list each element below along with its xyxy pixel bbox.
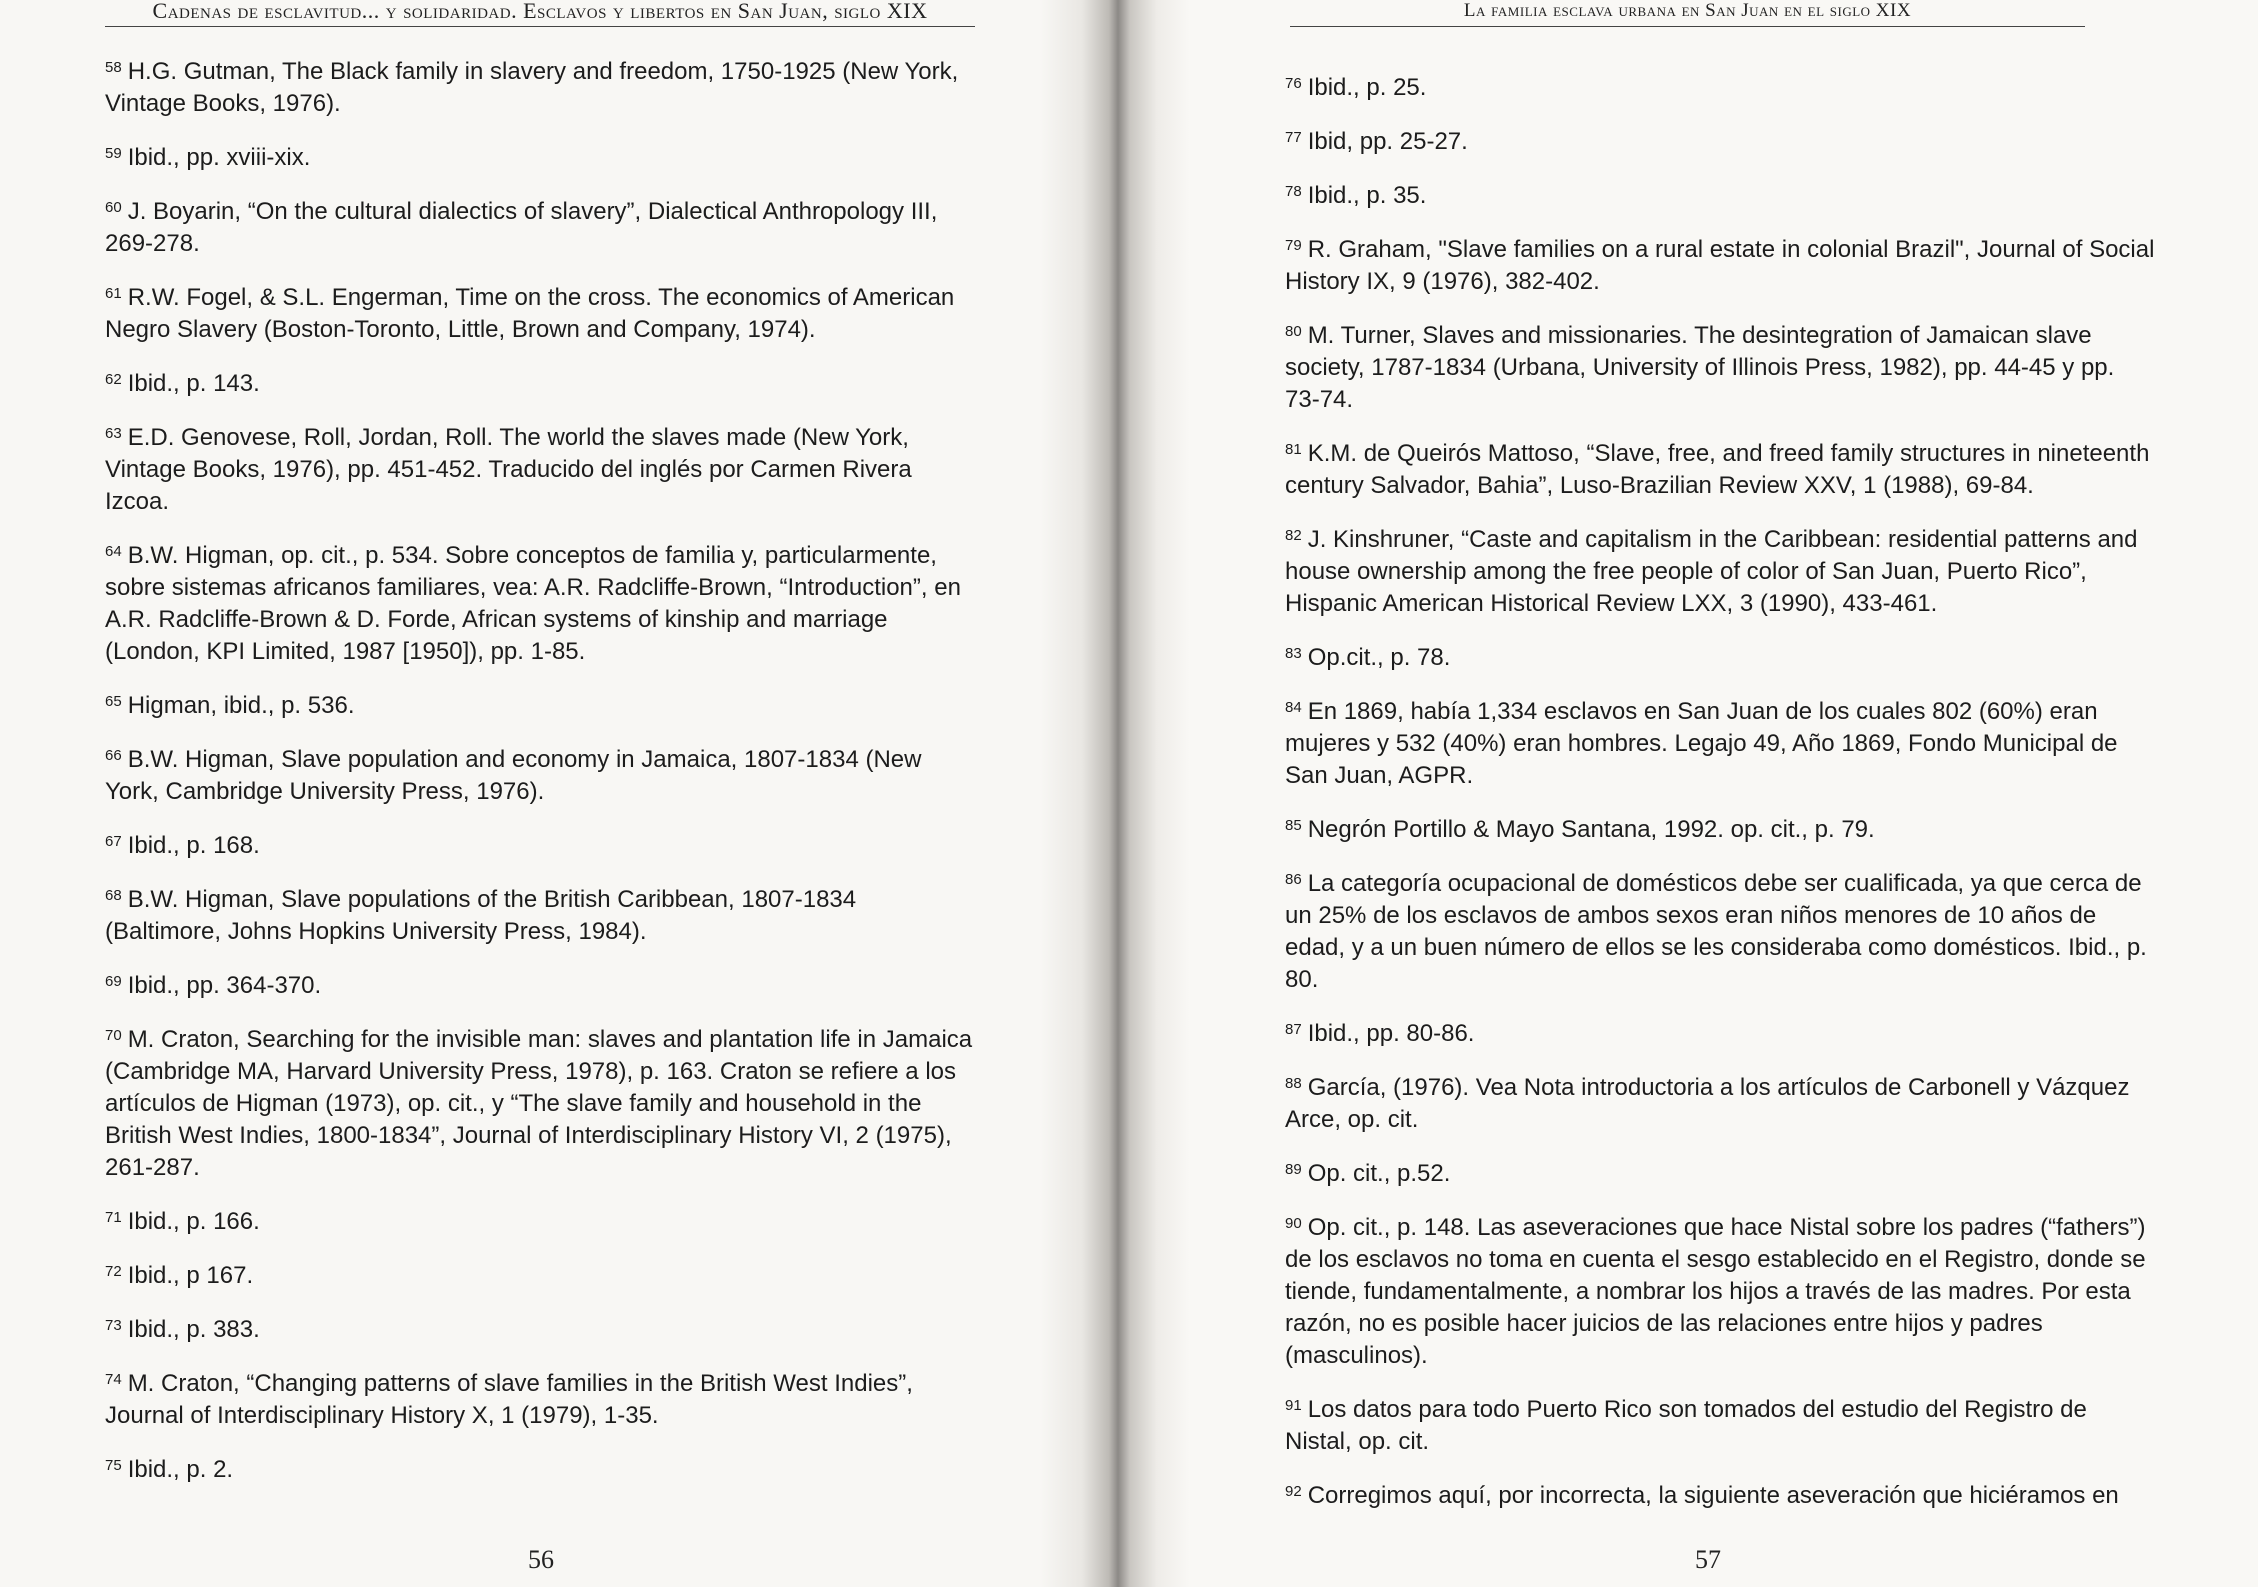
right-page-number: 57 — [1695, 1545, 1721, 1574]
footnote-number: 77 — [1285, 129, 1302, 146]
footnote-number: 64 — [105, 543, 122, 560]
footnote-text: Ibid., p 167. — [127, 1262, 254, 1289]
footnote-number: 62 — [105, 371, 122, 388]
footnote — [1285, 1480, 2155, 1512]
footnote-text: Higman, ibid., p. 536. — [127, 692, 355, 719]
footnote-number: 60 — [105, 199, 122, 216]
footnote — [1285, 696, 2155, 792]
footnote-number: 72 — [105, 1263, 122, 1280]
footnote — [1285, 1394, 2155, 1458]
footnote-number: 68 — [105, 887, 122, 904]
footnote-text: Op. cit., p. 148. Las aseveraciones que hace Nistal sobre los padres (“fathers”) de los esclavos no toma en cuenta el sesgo establecido en el Registro, donde se tiende, fundamentalmente, a nombrar los hijos a través de las madres. Por esta razón, no es posible hacer juicios de las relaciones entre hijos y padres (masculinos). — [1285, 1214, 2146, 1369]
footnote-text: M. Craton, Searching for the invisible man: slaves and plantation life in Jamaica (Cambridge MA, Harvard University Press, 1978), p. 163. Craton se refiere a los artículos de Higman (1973), op. cit., y “The slave family and household in the British West Indies, 1800-1834”, Journal of Interdisciplinary History VI, 2 (1975), 261-287. — [105, 1026, 973, 1181]
footnote-number: 76 — [1285, 75, 1302, 92]
footnote — [105, 196, 975, 260]
footnote-number: 88 — [1285, 1075, 1302, 1092]
footnote-text: Ibid., p. 168. — [127, 832, 260, 859]
footnote-number: 91 — [1285, 1397, 1302, 1414]
footnote-number: 83 — [1285, 645, 1302, 662]
footnote — [1285, 180, 2155, 212]
footnote-text: J. Kinshruner, “Caste and capitalism in the Caribbean: residential patterns and house ownership among the free people of color of San Juan, Puerto Rico”, Hispanic American Historical Review LXX, 3 (1990), 433-461. — [1285, 526, 2138, 617]
book-gutter — [1040, 0, 1190, 1587]
footnote-text: Los datos para todo Puerto Rico son tomados del estudio del Registro de Nistal, op. cit. — [1285, 1396, 2087, 1455]
footnote-number: 92 — [1285, 1483, 1302, 1500]
footnote-number: 61 — [105, 285, 122, 302]
footnote-text: R. Graham, "Slave families on a rural estate in colonial Brazil", Journal of Social History IX, 9 (1976), 382-402. — [1285, 236, 2155, 295]
footnote-number: 85 — [1285, 817, 1302, 834]
footnote-text: Op. cit., p.52. — [1307, 1160, 1451, 1187]
footnote-text: Corregimos aquí, por incorrecta, la siguiente aseveración que hiciéramos en — [1307, 1482, 2119, 1509]
footnote — [105, 884, 975, 948]
footnote — [105, 282, 975, 346]
footnote-number: 82 — [1285, 527, 1302, 544]
footnote-text: La categoría ocupacional de domésticos debe ser cualificada, ya que cerca de un 25% de los esclavos de ambos sexos eran niños menores de 10 años de edad, y a un buen número de ellos se les consideraba como domésticos. Ibid., p. 80. — [1285, 870, 2147, 993]
footnote-number: 87 — [1285, 1021, 1302, 1038]
footnote — [105, 1368, 975, 1432]
footnote-number: 80 — [1285, 323, 1302, 340]
footnote — [105, 142, 975, 174]
footnote-text: Op.cit., p. 78. — [1307, 644, 1451, 671]
right-running-head: La familia esclava urbana en San Juan en el siglo XIX — [1290, 0, 2085, 27]
footnote — [1285, 438, 2155, 502]
footnote-number: 70 — [105, 1027, 122, 1044]
footnote-text: Ibid., pp. xviii-xix. — [127, 144, 311, 171]
footnote — [105, 1206, 975, 1238]
footnote-text: En 1869, había 1,334 esclavos en San Juan de los cuales 802 (60%) eran mujeres y 532 (40%) eran hombres. Legajo 49, Año 1869, Fondo Municipal de San Juan, AGPR. — [1285, 698, 2118, 789]
footnote-number: 74 — [105, 1371, 122, 1388]
footnote — [1285, 814, 2155, 846]
footnote — [105, 744, 975, 808]
footnote-text: H.G. Gutman, The Black family in slavery and freedom, 1750-1925 (New York, Vintage Books, 1976). — [105, 58, 959, 117]
footnote-text: Ibid., pp. 80-86. — [1307, 1020, 1475, 1047]
footnote-number: 89 — [1285, 1161, 1302, 1178]
footnote-number: 78 — [1285, 183, 1302, 200]
footnote — [105, 830, 975, 862]
footnote-number: 86 — [1285, 871, 1302, 888]
footnote — [1285, 868, 2155, 996]
footnote — [105, 422, 975, 518]
footnote-number: 71 — [105, 1209, 122, 1226]
footnote-text: B.W. Higman, op. cit., p. 534. Sobre conceptos de familia y, particularmente, sobre sistemas africanos familiares, vea: A.R. Radcliffe-Brown, “Introduction”, en A.R. Radcliffe-Brown & D. Forde, African systems of kinship and marriage (London, KPI Limited, 1987 [1950]), pp. 1-85. — [105, 542, 961, 665]
footnote-text: Ibid., p. 143. — [127, 370, 260, 397]
footnote — [105, 56, 975, 120]
footnote-text: Negrón Portillo & Mayo Santana, 1992. op. cit., p. 79. — [1307, 816, 1875, 843]
footnote-number: 69 — [105, 973, 122, 990]
footnote — [105, 1314, 975, 1346]
footnote-text: B.W. Higman, Slave population and economy in Jamaica, 1807-1834 (New York, Cambridge University Press, 1976). — [105, 746, 922, 805]
footnote-text: Ibid., p. 2. — [127, 1456, 234, 1483]
footnote-number: 73 — [105, 1317, 122, 1334]
footnote — [1285, 524, 2155, 620]
footnote-text: Ibid., pp. 364-370. — [127, 972, 322, 999]
footnote — [1285, 320, 2155, 416]
footnote — [1285, 72, 2155, 104]
footnote-text: Ibid., p. 35. — [1307, 182, 1427, 209]
footnote — [1285, 234, 2155, 298]
footnote — [105, 970, 975, 1002]
left-running-head: Cadenas de esclavitud... y solidaridad. Esclavos y libertos en San Juan, siglo XIX — [105, 0, 975, 27]
footnote — [1285, 1018, 2155, 1050]
footnote-text: M. Craton, “Changing patterns of slave families in the British West Indies”, Journal of Interdisciplinary History X, 1 (1979), 1-35. — [105, 1370, 913, 1429]
footnote — [1285, 126, 2155, 158]
footnote-text: J. Boyarin, “On the cultural dialectics of slavery”, Dialectical Anthropology III, 269-278. — [105, 198, 938, 257]
footnote — [105, 1024, 975, 1184]
left-page-number: 56 — [528, 1545, 554, 1574]
left-footnotes — [105, 56, 975, 1508]
footnote-number: 81 — [1285, 441, 1302, 458]
footnote — [1285, 1072, 2155, 1136]
footnote — [105, 368, 975, 400]
right-footnotes — [1285, 72, 2155, 1534]
footnote — [1285, 1212, 2155, 1372]
footnote — [105, 540, 975, 668]
footnote-number: 65 — [105, 693, 122, 710]
footnote-text: Ibid, pp. 25-27. — [1307, 128, 1468, 155]
footnote-text: Ibid., p. 166. — [127, 1208, 260, 1235]
footnote-number: 79 — [1285, 237, 1302, 254]
footnote-number: 58 — [105, 59, 122, 76]
footnote-text: Ibid., p. 383. — [127, 1316, 260, 1343]
footnote — [105, 1260, 975, 1292]
footnote — [105, 690, 975, 722]
footnote-text: García, (1976). Vea Nota introductoria a los artículos de Carbonell y Vázquez Arce, op. cit. — [1285, 1074, 2130, 1133]
footnote-number: 63 — [105, 425, 122, 442]
footnote-text: R.W. Fogel, & S.L. Engerman, Time on the cross. The economics of American Negro Slavery (Boston-Toronto, Little, Brown and Company, 1974). — [105, 284, 955, 343]
footnote-number: 67 — [105, 833, 122, 850]
footnote-text: E.D. Genovese, Roll, Jordan, Roll. The world the slaves made (New York, Vintage Books, 1976), pp. 451-452. Traducido del inglés por Carmen Rivera Izcoa. — [105, 424, 912, 515]
footnote-number: 66 — [105, 747, 122, 764]
footnote — [1285, 642, 2155, 674]
footnote-text: M. Turner, Slaves and missionaries. The desintegration of Jamaican slave society, 1787-1834 (Urbana, University of Illinois Press, 1982), pp. 44-45 y pp. 73-74. — [1285, 322, 2115, 413]
footnote-text: B.W. Higman, Slave populations of the British Caribbean, 1807-1834 (Baltimore, Johns Hopkins University Press, 1984). — [105, 886, 857, 945]
footnote-number: 75 — [105, 1457, 122, 1474]
footnote-number: 84 — [1285, 699, 1302, 716]
footnote-text: Ibid., p. 25. — [1307, 74, 1427, 101]
footnote-number: 90 — [1285, 1215, 1302, 1232]
footnote-number: 59 — [105, 145, 122, 162]
footnote — [1285, 1158, 2155, 1190]
footnote — [105, 1454, 975, 1486]
footnote-text: K.M. de Queirós Mattoso, “Slave, free, and freed family structures in nineteenth century Salvador, Bahia”, Luso-Brazilian Review XXV, 1 (1988), 69-84. — [1285, 440, 2150, 499]
